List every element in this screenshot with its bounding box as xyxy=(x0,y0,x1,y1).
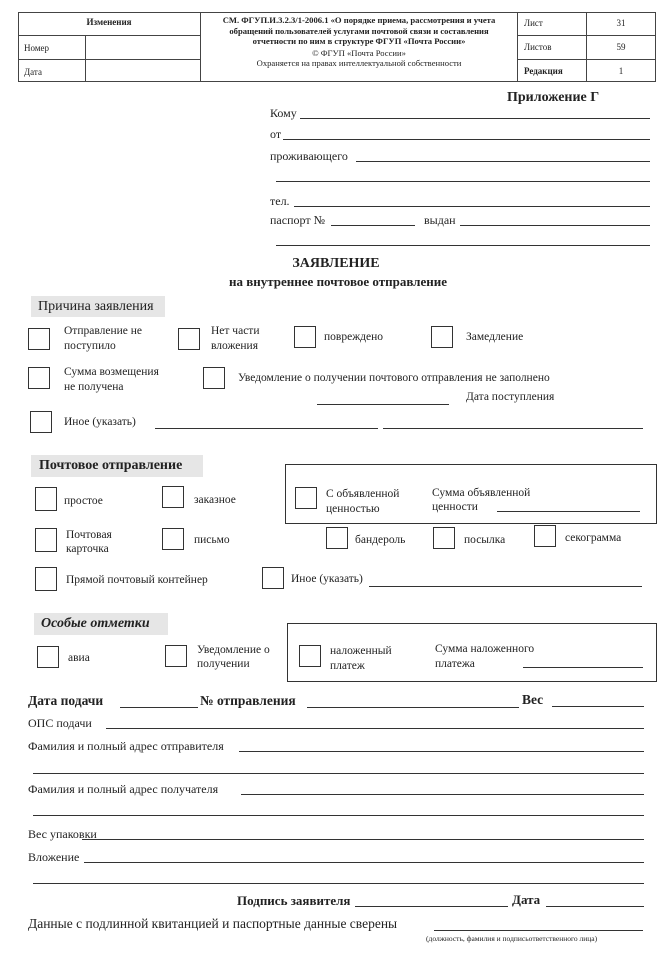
mail-other-label: Иное (указать) xyxy=(291,573,363,585)
issued-field-2[interactable] xyxy=(276,245,650,246)
passport-field[interactable] xyxy=(331,225,415,226)
reason-delay-checkbox[interactable] xyxy=(431,326,453,348)
cod-sum-label-2: платежа xyxy=(435,658,475,670)
arrival-date-field[interactable] xyxy=(317,404,449,405)
reason-damaged-label: повреждено xyxy=(324,331,383,343)
sender-label: Фамилия и полный адрес отправителя xyxy=(28,739,224,753)
reason-compensation-checkbox[interactable] xyxy=(28,367,50,389)
sheets-value: 59 xyxy=(616,42,626,52)
sheet-value: 31 xyxy=(616,18,626,28)
residing-field[interactable] xyxy=(356,161,650,162)
date-label: Дата xyxy=(24,67,42,77)
secogram-label: секограмма xyxy=(565,532,622,544)
delivery-notice-checkbox[interactable] xyxy=(165,645,187,667)
reason-compensation-label-2: не получена xyxy=(64,381,124,393)
declared-value-label-1: С объявленной xyxy=(326,488,400,500)
item-number-label: № отправления xyxy=(200,693,296,708)
mail-item-heading: Почтовое отправление xyxy=(39,458,183,473)
letter-label: письмо xyxy=(194,534,230,546)
special-heading: Особые отметки xyxy=(41,616,150,631)
registered-label: заказное xyxy=(194,494,236,506)
to-label: Кому xyxy=(270,106,297,120)
post-office-label: ОПС подачи xyxy=(28,716,92,730)
reason-not-received-label-2: поступило xyxy=(64,340,116,352)
reason-other-field[interactable] xyxy=(155,428,378,429)
cod-label-1: наложенный xyxy=(330,645,392,657)
reason-missing-contents-checkbox[interactable] xyxy=(178,328,200,350)
cod-label-2: платеж xyxy=(330,660,365,672)
parcel-checkbox[interactable] xyxy=(433,527,455,549)
reason-other-checkbox[interactable] xyxy=(30,411,52,433)
phone-label: тел. xyxy=(270,194,290,208)
reason-missing-contents-label-2: вложения xyxy=(211,340,258,352)
reason-damaged-checkbox[interactable] xyxy=(294,326,316,348)
sheet-label: Лист xyxy=(524,18,543,28)
cod-sum-field[interactable] xyxy=(523,667,643,668)
declared-value-checkbox[interactable] xyxy=(295,487,317,509)
signature-field[interactable] xyxy=(355,906,508,907)
number-label: Номер xyxy=(24,43,50,53)
sender-field[interactable] xyxy=(239,751,644,752)
air-label: авиа xyxy=(68,652,90,664)
contents-field[interactable] xyxy=(84,862,644,863)
delivery-notice-label-2: получении xyxy=(197,658,250,670)
divider xyxy=(18,59,200,60)
form-subtitle: на внутреннее почтовое отправление xyxy=(229,274,447,289)
reason-other-label: Иное (указать) xyxy=(64,416,136,428)
reason-delay-label: Замедление xyxy=(466,331,524,343)
divider xyxy=(517,59,656,60)
small-parcel-label: бандероль xyxy=(355,534,406,546)
direct-container-label: Прямой почтовый контейнер xyxy=(66,574,208,586)
weight-field[interactable] xyxy=(552,706,644,707)
reason-not-received-label-1: Отправление не xyxy=(64,325,143,337)
declared-sum-field[interactable] xyxy=(497,511,640,512)
package-weight-label: Вес упаковки xyxy=(28,827,97,841)
recipient-field-2[interactable] xyxy=(33,815,644,816)
verified-label: Данные с подлинной квитанцией и паспортные данные сверены xyxy=(28,916,398,931)
cod-sum-label-1: Сумма наложенного xyxy=(435,643,535,655)
divider xyxy=(517,35,656,36)
item-number-field[interactable] xyxy=(307,707,519,708)
signature-label: Подпись заявителя xyxy=(237,893,351,908)
reason-missing-contents-label-1: Нет части xyxy=(211,325,260,337)
contents-label: Вложение xyxy=(28,850,80,864)
signature-date-field[interactable] xyxy=(546,906,644,907)
weight-label: Вес xyxy=(522,692,544,707)
edition-label: Редакция xyxy=(524,66,563,76)
declared-sum-label-1: Сумма объявленной xyxy=(432,487,531,499)
signature-date-label: Дата xyxy=(512,892,541,907)
sender-field-2[interactable] xyxy=(33,773,644,774)
postcard-label-2: карточка xyxy=(66,543,109,555)
secogram-checkbox[interactable] xyxy=(534,525,556,547)
declared-sum-label-2: ценности xyxy=(432,501,478,513)
phone-field[interactable] xyxy=(294,206,650,207)
postcard-checkbox[interactable] xyxy=(35,528,57,552)
contents-field-2[interactable] xyxy=(33,883,644,884)
form-title: ЗАЯВЛЕНИЕ xyxy=(292,256,380,271)
to-field[interactable] xyxy=(300,118,650,119)
protected-notice: Охраняется на правах интеллектуальной собственности xyxy=(256,58,462,68)
divider xyxy=(517,12,518,82)
reason-compensation-label-1: Сумма возмещения xyxy=(64,366,159,378)
issued-label: выдан xyxy=(424,213,456,227)
sheets-label: Листов xyxy=(524,42,552,52)
direct-container-checkbox[interactable] xyxy=(35,567,57,591)
reason-notice-checkbox[interactable] xyxy=(203,367,225,389)
submit-date-field[interactable] xyxy=(120,707,198,708)
divider xyxy=(18,35,200,36)
simple-checkbox[interactable] xyxy=(35,487,57,511)
simple-label: простое xyxy=(64,495,103,507)
appendix-label: Приложение Г xyxy=(507,90,600,105)
declared-value-label-2: ценностью xyxy=(326,503,380,515)
recipient-label: Фамилия и полный адрес получателя xyxy=(28,782,219,796)
residing-label: проживающего xyxy=(270,149,348,163)
letter-checkbox[interactable] xyxy=(162,528,184,550)
passport-label: паспорт № xyxy=(270,213,326,227)
arrival-date-label: Дата поступления xyxy=(466,391,555,403)
package-weight-field[interactable] xyxy=(82,839,644,840)
parcel-label: посылка xyxy=(464,534,506,546)
residing-field-2[interactable] xyxy=(276,181,650,182)
submit-date-label: Дата подачи xyxy=(28,693,104,708)
changes-label: Изменения xyxy=(86,17,132,27)
verified-field[interactable] xyxy=(434,930,643,931)
copyright: © ФГУП «Почта России» xyxy=(312,48,406,58)
reason-heading: Причина заявления xyxy=(38,299,154,314)
delivery-notice-label-1: Уведомление о xyxy=(197,644,270,656)
reason-other-field-2[interactable] xyxy=(383,428,643,429)
document-title: СМ. ФГУП.И.3.2.3/1-2006.1 «О порядке приема, рассмотрения и учета обращений пользователей услугами почтовой связи и составления отчетности по ним в структуре ФГУП «Почта России» xyxy=(222,15,496,46)
from-field[interactable] xyxy=(283,139,650,140)
small-parcel-checkbox[interactable] xyxy=(326,527,348,549)
postcard-label-1: Почтовая xyxy=(66,529,112,541)
verified-note: (должность, фамилия и подписьответственного лица) xyxy=(426,934,598,943)
air-checkbox[interactable] xyxy=(37,646,59,668)
cod-checkbox[interactable] xyxy=(299,645,321,667)
mail-other-checkbox[interactable] xyxy=(262,567,284,589)
mail-other-field[interactable] xyxy=(369,586,642,587)
from-label: от xyxy=(270,127,282,141)
reason-notice-label: Уведомление о получении почтового отправления не заполнено xyxy=(238,372,550,384)
edition-value: 1 xyxy=(618,66,624,76)
issued-field[interactable] xyxy=(460,225,650,226)
recipient-field[interactable] xyxy=(241,794,644,795)
registered-checkbox[interactable] xyxy=(162,486,184,508)
post-office-field[interactable] xyxy=(106,728,644,729)
divider xyxy=(200,12,201,82)
reason-not-received-checkbox[interactable] xyxy=(28,328,50,350)
